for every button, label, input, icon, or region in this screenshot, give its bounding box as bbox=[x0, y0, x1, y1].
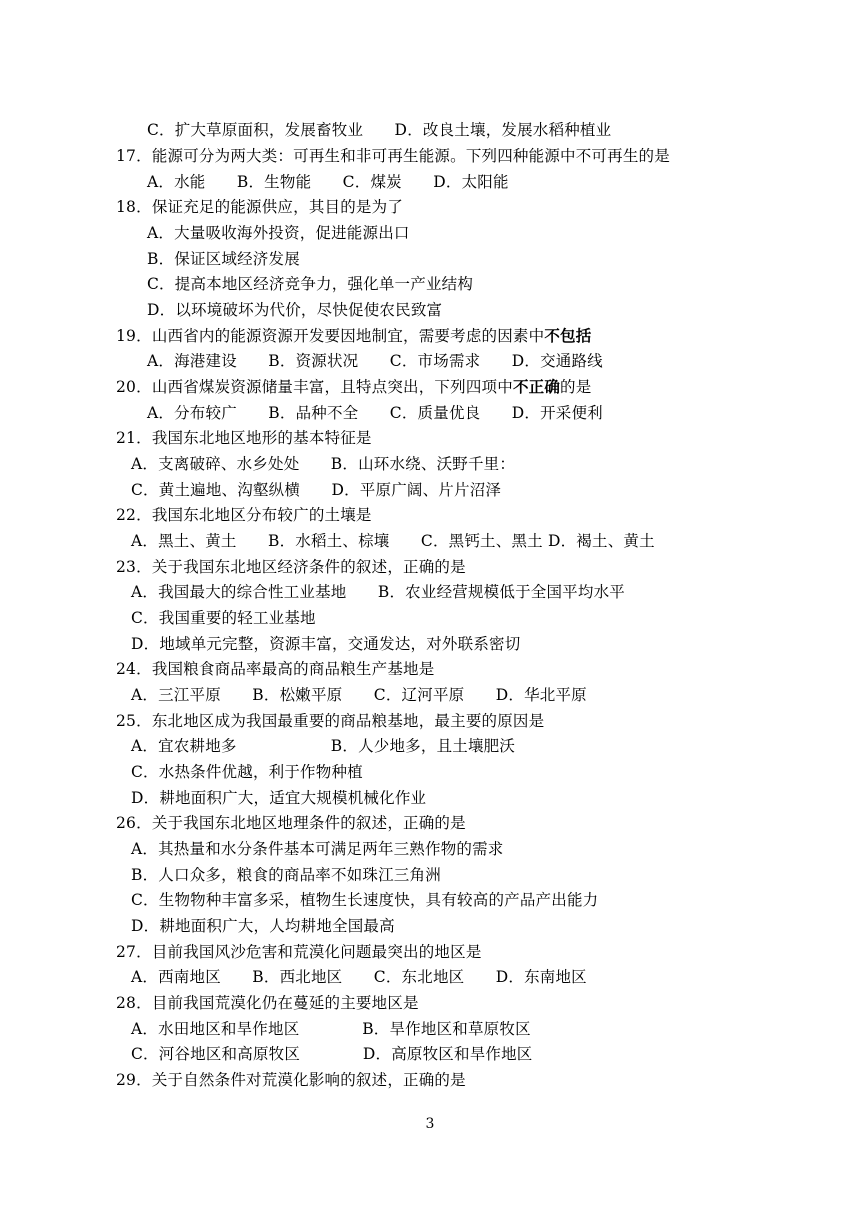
q19-options: A．海港建设 B．资源状况 C．市场需求 D．交通路线 bbox=[147, 352, 603, 370]
q18-option-b: B．保证区域经济发展 bbox=[147, 250, 300, 268]
q25-option-c: C．水热条件优越，利于作物种植 bbox=[131, 763, 363, 781]
q26-option-b: B．人口众多，粮食的商品率不如珠江三角洲 bbox=[131, 866, 441, 884]
question-19 bbox=[116, 326, 591, 346]
q28-options-cd: C．河谷地区和高原牧区 D．高原牧区和旱作地区 bbox=[131, 1045, 533, 1063]
question-24: 24．我国粮食商品率最高的商品粮生产基地是 bbox=[116, 660, 435, 678]
q27-options: A．西南地区 B．西北地区 C．东北地区 D．东南地区 bbox=[131, 968, 587, 986]
q21-options-ab: A．支离破碎、水乡处处 B．山环水绕、沃野千里： bbox=[131, 455, 516, 473]
q18-option-d: D．以环境破坏为代价，尽快促使农民致富 bbox=[147, 301, 443, 319]
q23-option-d: D．地域单元完整，资源丰富，交通发达，对外联系密切 bbox=[131, 635, 521, 653]
question-20-emphasis: 不正确 bbox=[512, 378, 561, 396]
question-23: 23．关于我国东北地区经济条件的叙述，正确的是 bbox=[116, 558, 466, 576]
q28-options-ab: A．水田地区和旱作地区 B．旱作地区和草原牧区 bbox=[131, 1020, 531, 1038]
question-26: 26．关于我国东北地区地理条件的叙述，正确的是 bbox=[116, 814, 466, 832]
q23-options-ab: A．我国最大的综合性工业基地 B．农业经营规模低于全国平均水平 bbox=[131, 583, 625, 601]
q18-option-a: A．大量吸收海外投资，促进能源出口 bbox=[147, 224, 410, 242]
question-25: 25．东北地区成为我国最重要的商品粮基地，最主要的原因是 bbox=[116, 712, 545, 730]
question-22: 22．我国东北地区分布较广的土壤是 bbox=[116, 506, 372, 524]
question-19-emphasis: 不包括 bbox=[544, 327, 592, 345]
q18-option-c: C．提高本地区经济竞争力，强化单一产业结构 bbox=[147, 275, 474, 293]
question-21: 21．我国东北地区地形的基本特征是 bbox=[116, 429, 372, 447]
question-20 bbox=[116, 377, 591, 397]
q23-option-c: C．我国重要的轻工业基地 bbox=[131, 609, 316, 627]
question-28: 28．目前我国荒漠化仍在蔓延的主要地区是 bbox=[116, 994, 419, 1012]
question-20-text-end: 的是 bbox=[560, 378, 592, 396]
q20-options: A．分布较广 B．品种不全 C．质量优良 D．开采便利 bbox=[147, 404, 603, 422]
q24-options: A．三江平原 B．松嫩平原 C．辽河平原 D．华北平原 bbox=[131, 686, 587, 704]
q26-option-a: A．其热量和水分条件基本可满足两年三熟作物的需求 bbox=[131, 840, 504, 858]
q25-options-ab: A．宜农耕地多 B．人少地多，且土壤肥沃 bbox=[131, 737, 516, 755]
q22-options: A．黑土、黄土 B．水稻土、棕壤 C．黑钙土、黑土 D．褐土、黄土 bbox=[131, 532, 655, 550]
question-29: 29．关于自然条件对荒漠化影响的叙述，正确的是 bbox=[116, 1071, 466, 1089]
q21-options-cd: C．黄土遍地、沟壑纵横 D．平原广阔、片片沼泽 bbox=[131, 481, 502, 499]
question-18: 18．保证充足的能源供应，其目的是为了 bbox=[116, 198, 404, 216]
page-number: 3 bbox=[425, 1116, 435, 1132]
question-19-text: 19．山西省内的能源资源开发要因地制宜，需要考虑的因素中 bbox=[116, 327, 545, 345]
q25-option-d: D．耕地面积广大，适宜大规模机械化作业 bbox=[131, 789, 427, 807]
question-17: 17．能源可分为两大类：可再生和非可再生能源。下列四种能源中不可再生的是 bbox=[116, 147, 670, 165]
q17-options: A．水能 B．生物能 C．煤炭 D．太阳能 bbox=[147, 173, 509, 191]
question-20-text: 20．山西省煤炭资源储量丰富，且特点突出，下列四项中 bbox=[116, 378, 513, 396]
q16-options-cd: C．扩大草原面积，发展畜牧业 D．改良土壤，发展水稻种植业 bbox=[147, 121, 612, 139]
q26-option-c: C．生物物种丰富多采，植物生长速度快，具有较高的产品产出能力 bbox=[131, 891, 599, 909]
question-27: 27．目前我国风沙危害和荒漠化问题最突出的地区是 bbox=[116, 943, 482, 961]
q26-option-d: D．耕地面积广大，人均耕地全国最高 bbox=[131, 917, 395, 935]
